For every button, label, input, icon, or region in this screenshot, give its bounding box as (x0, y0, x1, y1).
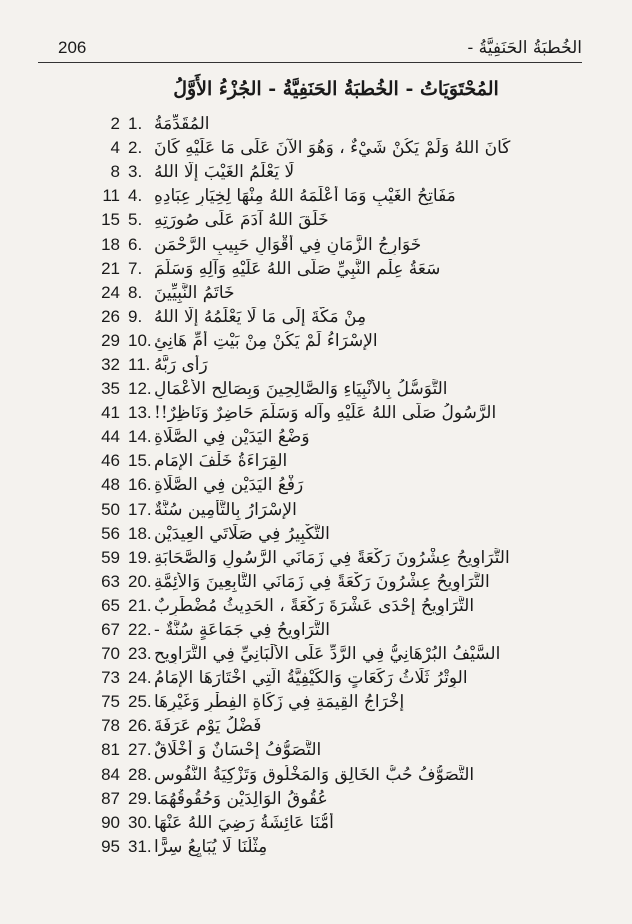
toc-entry-number: 7. (128, 258, 143, 278)
toc-entry-number: 6. (128, 234, 143, 254)
toc-entry (120, 331, 574, 351)
toc-row (40, 232, 574, 256)
toc-entry-text: الرَّسُولُ صَلَّى اللهُ عَلَيْهِ وآله وَسَلَّمَ حَاضِرٌ وَنَاظِرٌ!! (154, 403, 497, 424)
toc-entry (120, 427, 574, 447)
toc-entry-text: رَفْعُ اليَدَيْنِ فِي الصَّلَاةِ (154, 475, 304, 496)
toc-entry-text: مِثْلُنَا لَا يُبَايِعُ سِرًّا (154, 836, 268, 857)
toc-entry-text: التَّرَاوِيحُ عِشْرُونَ رَكْعَةً فِي زَمَانَيِ الرَّسُولِ وَالصَّحَابَةِ (154, 547, 510, 568)
toc-row (40, 690, 574, 714)
toc-page-number: 90 (101, 812, 120, 832)
toc-page-number: 18 (101, 234, 120, 254)
toc-entry-text: لَا يَعْلَمُ الغَيْبَ إِلَّا اللهُ (154, 162, 295, 183)
toc-row (40, 184, 574, 208)
toc-entry-text: الوِتْرُ ثَلَاثُ رَكَعَاتٍ وَالكَيْفِيَّةُ الَّتِي اخْتَارَهَا الإِمَامُ (154, 668, 468, 689)
toc-row (40, 570, 574, 594)
toc-page-number: 35 (101, 379, 120, 399)
toc-row (40, 835, 574, 859)
toc-entry-text: التَّكْبِيرُ فِي صَلَاتَيِ العِيدَيْنِ (154, 523, 330, 544)
toc-entry-text: مِنْ مَكَّةَ إِلَى مَا لَا يَعْلَمُهُ إِلَّا اللهُ (154, 306, 367, 327)
toc-page-number: 65 (101, 595, 120, 615)
toc-page-number: 81 (101, 740, 120, 760)
toc-entry-text: السَّيْفُ البُرْهَانِيُّ فِي الرَّدِّ عَلَى الأَلْبَانِيِّ فِي التَّرَاوِيحِ (154, 644, 501, 665)
toc-entry-number: 14. (128, 427, 152, 447)
toc-row (40, 257, 574, 281)
toc-row (40, 473, 574, 497)
toc-page-number: 46 (101, 451, 120, 471)
toc-entry-text: المُقَدِّمَةُ (154, 114, 210, 135)
toc-page-number: 78 (101, 716, 120, 736)
toc-entry-number: 31. (128, 836, 152, 856)
toc-entry (120, 355, 574, 375)
toc-entry-number: 15. (128, 451, 152, 471)
toc-entry-text: كَانَ اللهُ وَلَمْ يَكُنْ شَيْءٌ ، وَهُوَ الآنَ عَلَى مَا عَلَيْهِ كَانَ (154, 138, 511, 159)
page-header (38, 30, 582, 63)
toc-entry-number: 27. (128, 740, 152, 760)
toc-entry (120, 837, 574, 857)
toc-entry-number: 4. (128, 186, 143, 206)
running-title: الخُطبَةُ الحَنَفِيَّةُ - (467, 38, 582, 58)
toc-row (40, 618, 574, 642)
toc-page-number: 87 (101, 788, 120, 808)
toc-entry-number: 17. (128, 499, 152, 519)
toc-page-number: 95 (101, 836, 120, 856)
toc-entry (120, 813, 574, 833)
toc-entry (120, 138, 574, 158)
toc-entry-number: 12. (128, 379, 152, 399)
toc-title: المُحْتَوَيَاتُ - الخُطبَةُ الحَنَفِيَّةُ - الجُزْءُ الأَوَّلُ (173, 78, 499, 100)
toc-page-number: 11 (102, 186, 120, 206)
toc-page-number: 73 (101, 668, 120, 688)
toc-entry-number: 21. (128, 595, 152, 615)
toc-entry-number: 11. (128, 354, 151, 374)
toc-row (40, 522, 574, 546)
toc-entry-number: 28. (128, 764, 152, 784)
toc-row (40, 498, 574, 522)
toc-page-number: 26 (101, 306, 120, 326)
toc-entry (120, 379, 574, 399)
toc-row (40, 714, 574, 738)
toc-entry-number: 26. (128, 716, 152, 736)
toc-row (40, 449, 574, 473)
toc-row (40, 738, 574, 762)
toc-entry-text: الإِسْرَاءُ لَمْ يَكُنْ مِنْ بَيْتِ أُمِّ هَانِئٍ (154, 330, 378, 351)
toc-entry-text: خَوَارِجُ الزَّمَانِ فِي أَقْوَالِ حَبِيبِ الرَّحْمَنِ (154, 234, 422, 255)
toc-page-number: 75 (101, 692, 120, 712)
toc-entry-text: التَّرَاوِيحُ فِي جَمَاعَةٍ سُنَّةٌ - (154, 620, 330, 641)
toc-row (40, 594, 574, 618)
toc-page-number: 70 (101, 644, 120, 664)
toc-page-number: 59 (101, 547, 120, 567)
toc-entry-number: 16. (128, 475, 152, 495)
toc-page-number: 56 (101, 523, 120, 543)
toc-entry-number: 2. (128, 138, 143, 158)
toc-row (40, 811, 574, 835)
toc-row (40, 208, 574, 232)
toc-entry (120, 692, 574, 712)
toc-entry-number: 8. (128, 282, 143, 302)
toc-page-number: 21 (101, 258, 120, 278)
toc-row (40, 160, 574, 184)
toc-entry-text: مَفَاتِحُ الغَيْبِ وَمَا أَعْلَمَهُ اللهُ مِنْهَا لِخِيَارِ عِبَادِهِ (154, 186, 456, 207)
toc-entry (120, 789, 574, 809)
toc-entry (120, 235, 574, 255)
toc-entry-text: عُقُوقُ الوَالِدَيْنِ وَحُقُوقُهُمَا (154, 788, 328, 809)
toc-row (40, 136, 574, 160)
toc-entry-number: 25. (128, 692, 152, 712)
toc-entry-number: 13. (128, 403, 152, 423)
toc-entry (120, 548, 574, 568)
toc-page-number: 2 (110, 114, 120, 134)
toc-entry-text: التَّوَسُّلُ بِالأَنْبِيَاءِ وَالصَّالِحِينَ وَبِصَالِحِ الأَعْمَالِ (154, 379, 448, 400)
toc-page-number: 41 (101, 403, 120, 423)
page-number: 206 (58, 38, 87, 57)
toc-row (40, 281, 574, 305)
toc-page-number: 63 (101, 571, 120, 591)
toc-entry-number: 22. (128, 620, 152, 640)
toc-entry-number: 1. (128, 114, 143, 134)
toc-entry (120, 500, 574, 520)
toc-page-number: 50 (101, 499, 120, 519)
toc-entry-text: الإِسْرَارُ بِالتَّأْمِينِ سُنَّةٌ (154, 499, 297, 520)
toc-page-number: 4 (110, 138, 120, 158)
toc-entry-text: فَضْلُ يَوْمِ عَرَفَةَ (154, 716, 262, 737)
toc-entry-number: 23. (128, 644, 152, 664)
toc-entry-number: 9. (128, 306, 143, 326)
toc-page-number: 32 (101, 354, 120, 374)
toc-row (40, 377, 574, 401)
toc-entry (120, 210, 574, 230)
toc-page-number: 44 (101, 427, 120, 447)
toc-entry-text: خَاتَمُ النَّبِيِّينَ (154, 282, 235, 303)
toc-entry-number: 18. (128, 523, 152, 543)
toc-entry (120, 644, 574, 664)
toc-row (40, 329, 574, 353)
toc-page-number: 24 (101, 282, 120, 302)
toc-row (40, 401, 574, 425)
toc-entry (120, 162, 574, 182)
toc-entry-text: وَضْعُ اليَدَيْنِ فِي الصَّلَاةِ (154, 427, 310, 448)
toc-row (40, 305, 574, 329)
toc-entry-number: 3. (128, 162, 143, 182)
toc-page-number: 8 (110, 162, 120, 182)
toc-entry-text: سَعَةُ عِلْمِ النَّبِيِّ صَلَّى اللهُ عَلَيْهِ وَآلِهِ وَسَلَّمَ (154, 258, 441, 279)
toc-entry (120, 186, 574, 206)
toc-entry (120, 668, 574, 688)
toc-page-number: 15 (101, 210, 120, 230)
toc-row (40, 787, 574, 811)
toc-entry-text: التَّرَاوِيحُ عِشْرُونَ رَكْعَةً فِي زَمَانَيِ التَّابِعِينَ وَالأَئِمَّةِ (154, 571, 490, 592)
toc-page-number: 48 (101, 475, 120, 495)
toc-entry-number: 29. (128, 788, 152, 808)
toc-row (40, 666, 574, 690)
toc-entry (120, 620, 574, 640)
toc-entry (120, 259, 574, 279)
toc-row (40, 642, 574, 666)
toc-page-number: 84 (101, 764, 120, 784)
toc-entry-text: أُمُّنَا عَائِشَةُ رَضِيَ اللهُ عَنْهَا (154, 812, 334, 833)
toc-entry (120, 596, 574, 616)
toc-entry-text: خَلَقَ اللهُ آدَمَ عَلَى صُورَتِهِ (154, 210, 329, 231)
table-of-contents (40, 112, 574, 859)
toc-row (40, 546, 574, 570)
toc-page-number: 29 (101, 330, 120, 350)
toc-entry-text: التَّصَوُّفُ حُبُّ الخَالِقِ وَالمَخْلُوقِ وَتَزْكِيَةُ النُّفُوسِ (154, 764, 475, 785)
toc-entry (120, 740, 574, 760)
toc-entry-number: 24. (128, 668, 152, 688)
toc-entry-text: التَّرَاوِيحُ إِحْدَى عَشْرَةَ رَكْعَةً ، الحَدِيثُ مُضْطَرِبٌ (154, 595, 475, 616)
toc-entry (120, 524, 574, 544)
toc-row (40, 112, 574, 136)
toc-entry (120, 403, 574, 423)
toc-row (40, 353, 574, 377)
toc-entry-text: رَأَى رَبَّهُ (154, 354, 208, 375)
toc-entry (120, 475, 574, 495)
toc-entry-text: القِرَاءَةُ خَلْفَ الإِمَامِ (154, 451, 288, 472)
toc-entry (120, 572, 574, 592)
toc-entry (120, 307, 574, 327)
toc-row (40, 763, 574, 787)
toc-entry-number: 20. (128, 571, 152, 591)
toc-entry-number: 30. (128, 812, 152, 832)
toc-entry-text: إِخْرَاجُ القِيمَةِ فِي زَكَاةِ الفِطْرِ وَغَيْرِهَا (154, 692, 405, 713)
toc-entry-number: 5. (128, 210, 143, 230)
toc-entry-text: التَّصَوُّفُ إِحْسَانٌ وَ أَخْلَاقٌ (154, 740, 322, 761)
toc-page-number: 67 (101, 620, 120, 640)
toc-entry-number: 10. (128, 330, 152, 350)
toc-entry (120, 114, 574, 134)
toc-entry (120, 283, 574, 303)
toc-entry-number: 19. (128, 547, 152, 567)
toc-entry (120, 765, 574, 785)
toc-entry (120, 451, 574, 471)
toc-row (40, 425, 574, 449)
toc-entry (120, 716, 574, 736)
